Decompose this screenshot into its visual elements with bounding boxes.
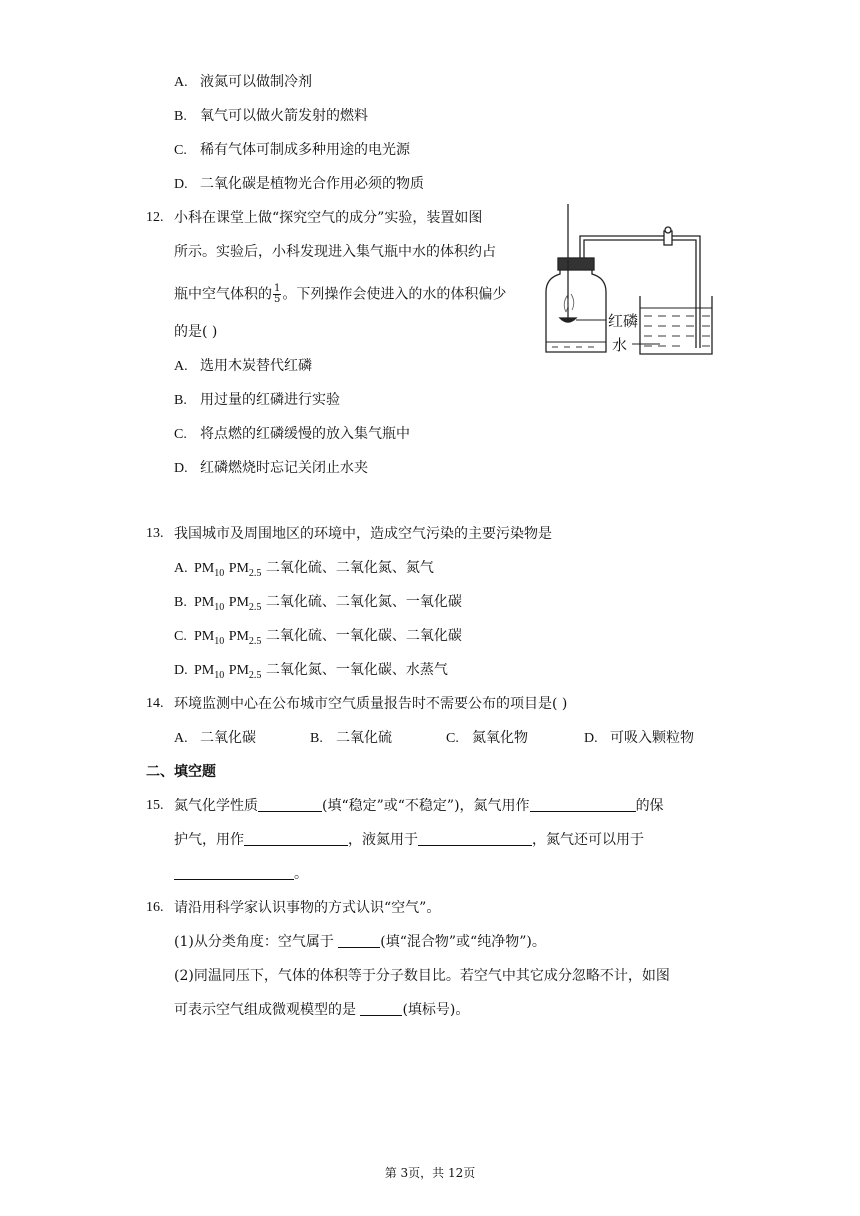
q14-number: 14. bbox=[146, 696, 164, 711]
q14-option-c bbox=[446, 728, 528, 749]
q12-apparatus-figure bbox=[540, 200, 720, 362]
option-text: 选用木炭替代红磷 bbox=[200, 358, 312, 374]
gas-bottle bbox=[546, 262, 606, 352]
q15-number: 15. bbox=[146, 798, 164, 813]
blank-2[interactable] bbox=[530, 797, 636, 812]
q12-stem-line4: 的是( ) bbox=[174, 324, 218, 340]
option-key: D. bbox=[174, 177, 188, 192]
q13-option-c bbox=[174, 626, 462, 647]
pm25: $PM_{2.5}$ bbox=[228, 595, 262, 613]
q15-line3: 。 bbox=[174, 864, 308, 884]
q14-stem: 环境监测中心在公布城市空气质量报告时不需要公布的项目是( ) bbox=[174, 696, 568, 712]
label-red-phosphorus: 红磷 bbox=[608, 312, 639, 330]
option-text: 二氧化硫、二氧化氮、氮气 bbox=[265, 560, 434, 576]
fraction bbox=[273, 284, 281, 305]
fraction-denominator: 5 bbox=[274, 294, 281, 305]
q11-option-c bbox=[174, 140, 410, 161]
q14-option-a bbox=[174, 728, 256, 749]
page-footer: 第 3页，共 12页 bbox=[384, 1166, 476, 1180]
q11-option-d bbox=[174, 174, 424, 195]
q12-stem-line1: 小科在课堂上做“探究空气的成分”实验，装置如图 bbox=[174, 210, 483, 226]
option-key: C. bbox=[174, 427, 187, 442]
option-key: D. bbox=[174, 461, 188, 476]
fraction-numerator: 1 bbox=[274, 283, 281, 294]
option-text: 二氧化碳 bbox=[200, 730, 256, 746]
stem-text: 。下列操作会使进入的水的体积偏少 bbox=[282, 286, 507, 303]
pm25: $PM_{2.5}$ bbox=[228, 561, 262, 579]
q15-line2: 护气，用作 ，液氮用于 ，氮气还可以用于 bbox=[174, 832, 644, 848]
blank-q16-2[interactable] bbox=[360, 1001, 402, 1016]
option-key: A. bbox=[174, 359, 188, 374]
q13-option-d bbox=[174, 660, 448, 681]
beaker bbox=[640, 296, 712, 354]
option-text: 二氧化硫、二氧化氮、一氧化碳 bbox=[265, 594, 462, 610]
q12-option-d bbox=[174, 458, 368, 479]
option-text: 将点燃的红磷缓慢的放入集气瓶中 bbox=[200, 426, 410, 442]
section-title: 二、填空题 bbox=[146, 764, 216, 780]
q16-part2-line1: (2)同温同压下，气体的体积等于分子数目比。若空气中其它成分忽略不计，如图 bbox=[174, 968, 670, 984]
label-water: 水 bbox=[612, 336, 628, 354]
pm10: $PM_{10}$ bbox=[194, 629, 225, 647]
option-text: 二氧化氮、一氧化碳、水蒸气 bbox=[265, 662, 448, 678]
pm25: $PM_{2.5}$ bbox=[228, 663, 262, 681]
option-text: 红磷燃烧时忘记关闭止水夹 bbox=[200, 460, 368, 476]
option-text: 液氮可以做制冷剂 bbox=[200, 74, 312, 90]
option-text: 可吸入颗粒物 bbox=[610, 730, 694, 746]
option-key: D. bbox=[584, 731, 598, 746]
q12-option-c bbox=[174, 424, 410, 445]
option-key: C. bbox=[174, 143, 187, 158]
q12-option-a bbox=[174, 356, 312, 377]
option-text: 二氧化硫 bbox=[336, 730, 392, 746]
rubber-stopper bbox=[558, 258, 594, 270]
option-text: 用过量的红磷进行实验 bbox=[200, 392, 340, 408]
option-key: C. bbox=[446, 731, 459, 746]
q13-option-a bbox=[174, 558, 434, 579]
blank-4[interactable] bbox=[418, 831, 532, 846]
option-key: B. bbox=[310, 731, 323, 746]
q12-stem-line2: 所示。实验后，小科发现进入集气瓶中水的体积约占 bbox=[174, 244, 496, 260]
option-text: 稀有气体可制成多种用途的电光源 bbox=[200, 142, 410, 158]
q16-stem: 请沿用科学家认识事物的方式认识“空气”。 bbox=[174, 900, 441, 916]
q15-line1: 氮气化学性质 (填“稳定”或“不稳定”)，氮气用作 的保 bbox=[174, 798, 664, 814]
blank-3[interactable] bbox=[244, 831, 348, 846]
option-text: 二氧化硫、一氧化碳、二氧化碳 bbox=[265, 628, 462, 644]
q16-part1: (1)从分类角度：空气属于 (填“混合物”或“纯净物”)。 bbox=[174, 934, 546, 950]
q14-option-d bbox=[584, 728, 694, 749]
q13-option-b bbox=[174, 592, 462, 613]
option-key: D. bbox=[174, 663, 188, 678]
option-text: 氧气可以做火箭发射的燃料 bbox=[200, 108, 368, 124]
option-key: B. bbox=[174, 393, 187, 408]
option-key: A. bbox=[174, 731, 188, 746]
pm10: $PM_{10}$ bbox=[194, 561, 225, 579]
q11-option-a bbox=[174, 72, 312, 93]
option-key: C. bbox=[174, 629, 187, 644]
blank-1[interactable] bbox=[258, 797, 322, 812]
q13-number: 13. bbox=[146, 526, 164, 541]
option-key: B. bbox=[174, 109, 187, 124]
q16-number: 16. bbox=[146, 900, 164, 915]
q14-option-b bbox=[310, 728, 392, 749]
q13-stem: 我国城市及周围地区的环境中，造成空气污染的主要污染物是 bbox=[174, 526, 552, 542]
q12-option-b bbox=[174, 390, 340, 411]
option-text: 氮氧化物 bbox=[472, 730, 528, 746]
stem-text: 瓶中空气体积的 bbox=[174, 286, 272, 303]
blank-5[interactable] bbox=[174, 865, 294, 880]
q12-stem-line3 bbox=[174, 284, 506, 305]
pm25: $PM_{2.5}$ bbox=[228, 629, 262, 647]
pm10: $PM_{10}$ bbox=[194, 595, 225, 613]
option-key: A. bbox=[174, 75, 188, 90]
q11-option-b bbox=[174, 106, 368, 127]
option-text: 二氧化碳是植物光合作用必须的物质 bbox=[200, 176, 424, 192]
q12-number: 12. bbox=[146, 210, 164, 225]
q16-part2-line2: 可表示空气组成微观模型的是 (填标号)。 bbox=[174, 1002, 470, 1018]
blank-q16-1[interactable] bbox=[338, 933, 380, 948]
option-key: B. bbox=[174, 595, 187, 610]
pm10: $PM_{10}$ bbox=[194, 663, 225, 681]
option-key: A. bbox=[174, 561, 188, 576]
